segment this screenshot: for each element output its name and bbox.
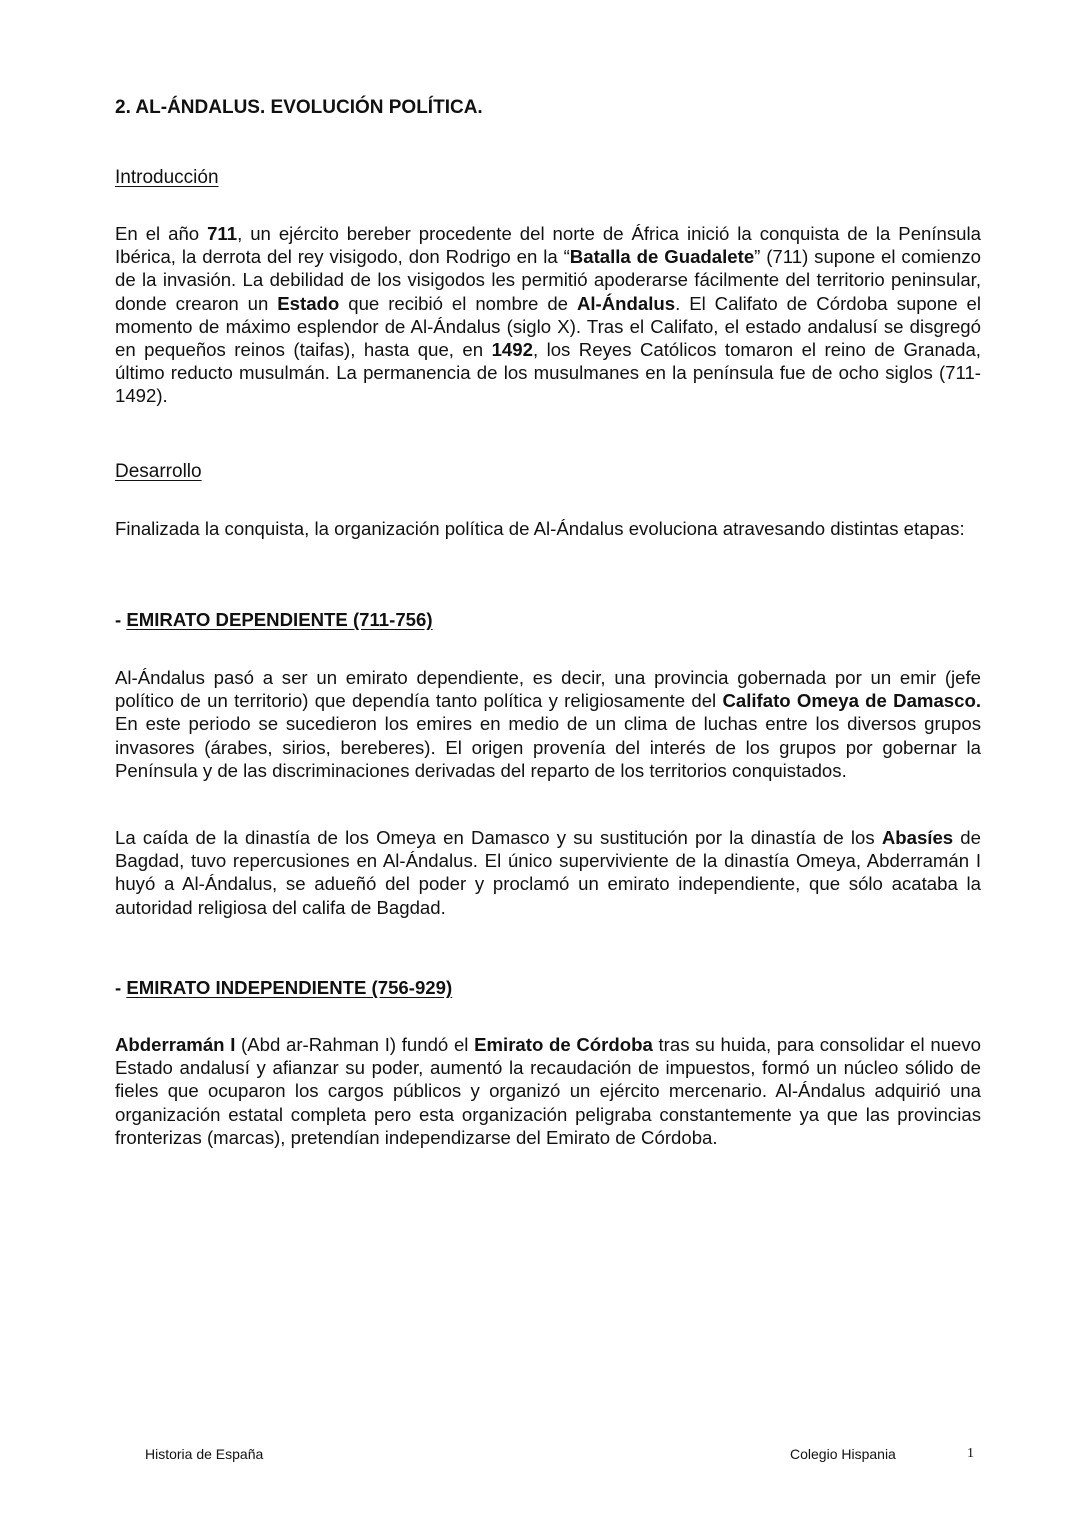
footer-school: Colegio Hispania: [790, 1446, 896, 1462]
bold-run: 711: [207, 223, 238, 244]
dash: -: [115, 609, 127, 630]
intro-heading: Introducción: [115, 167, 219, 188]
emirato-dependiente-heading: [115, 609, 981, 631]
bold-run: Batalla de Guadalete: [569, 246, 755, 268]
document-title: 2. AL-ÁNDALUS. EVOLUCIÓN POLÍTICA.: [115, 97, 483, 118]
text-run: ” (711) supone el comienzo de la invasión. La debilidad de los visigodos les permitió apoderarse fácilmente del territorio peninsular, donde crearon un: [115, 246, 981, 314]
emirato-independiente-heading: [115, 977, 981, 999]
intro-paragraph: [115, 222, 981, 408]
bold-run: Abasíes: [881, 827, 954, 848]
desarrollo-paragraph: [115, 517, 981, 540]
text-run: Al-Ándalus pasó a ser un emirato dependiente, es decir, una provincia gobernada por un emir (jefe político de un territorio) que dependía tanto política y religiosamente del: [115, 667, 981, 712]
bold-run: Abderramán I: [115, 1034, 236, 1055]
text-run: , los Reyes Católicos tomaron el reino de Granada, último reducto musulmán. La permanencia de los musulmanes en la península fue de ocho siglos (711-1492).: [115, 339, 981, 407]
bold-run: 1492: [491, 339, 533, 361]
bold-run: Emirato de Córdoba: [474, 1034, 653, 1055]
section-title: EMIRATO INDEPENDIENTE (756-929): [126, 977, 453, 998]
emirato-dependiente-paragraph-1: [115, 666, 981, 782]
footer-course: Historia de España: [145, 1446, 264, 1462]
bold-run: Al-Ándalus: [576, 292, 676, 314]
text-run: que recibió el nombre de: [339, 292, 577, 314]
text-run: de Bagdad, tuvo repercusiones en Al-Ándalus. El único superviviente de la dinastía Omeya, Abderramán I huyó a Al-Ándalus, se adueñó del poder y proclamó un emirato independiente, que sólo acataba la autoridad religiosa del califa de Bagdad.: [115, 827, 981, 918]
text-run: (Abd ar-Rahman I) fundó el: [235, 1034, 475, 1055]
text-run: tras su huida, para consolidar el nuevo Estado andalusí y afianzar su poder, aumentó la recaudación de impuestos, formó un núcleo sólido de fieles que ocuparon los cargos públicos y organizó un ejército mercenario. Al-Ándalus adquirió una organización estatal completa pero esta organización peligraba constantemente ya que las provincias fronterizas (marcas), pretendían independizarse del Emirato de Córdoba.: [115, 1034, 981, 1148]
page-number: 1: [967, 1446, 974, 1461]
desarrollo-heading: Desarrollo: [115, 461, 202, 482]
section-title: EMIRATO DEPENDIENTE (711-756): [126, 609, 433, 630]
text-run: La caída de la dinastía de los Omeya en Damasco y su sustitución por la dinastía de los: [115, 827, 882, 848]
emirato-dependiente-paragraph-2: [115, 826, 981, 919]
text-run: . El Califato de Córdoba supone el momento de máximo esplendor de Al-Ándalus (siglo X). Tras el Califato, el estado andalusí se disgregó en pequeños reinos (taifas), hasta que, en: [115, 292, 981, 361]
emirato-independiente-paragraph: [115, 1033, 981, 1149]
text-run: , un ejército bereber procedente del norte de África inició la conquista de la Península Ibérica, la derrota del rey visigodo, don Rodrigo en la “: [115, 223, 981, 268]
text-run: En el año: [115, 223, 208, 244]
text-run: En este periodo se sucedieron los emires en medio de un clima de luchas entre los diversos grupos invasores (árabes, sirios, bereberes). El origen provenía del interés de los grupos por gobernar la Península y de las discriminaciones derivadas del reparto de los territorios conquistados.: [115, 713, 981, 781]
bold-run: Califato Omeya de Damasco.: [722, 690, 981, 712]
dash: -: [115, 977, 127, 998]
bold-run: Estado: [277, 292, 340, 314]
text-run: Finalizada la conquista, la organización política de Al-Ándalus evoluciona atravesando distintas etapas:: [115, 518, 965, 539]
